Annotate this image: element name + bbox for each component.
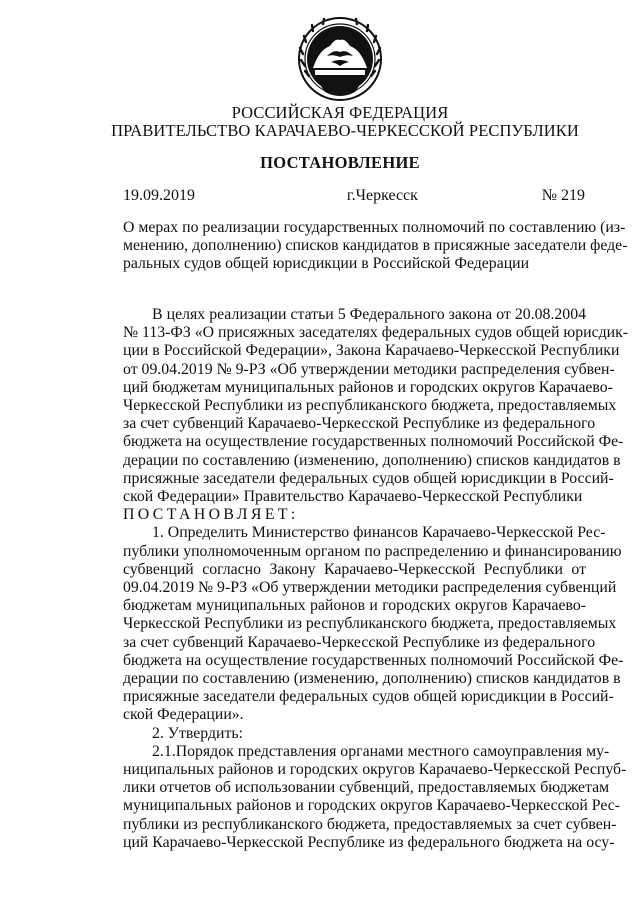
- body-line: дерации по составлению (изменению, дополнению) списков кандидатов в: [123, 670, 621, 688]
- body-line: ций бюджетам муниципальных районов и городских округов Карачаево-: [123, 378, 613, 396]
- body-line: публики из республиканского бюджета, предоставляемых за счет субвен-: [123, 815, 617, 833]
- body-line: бюджета на осуществление государственных полномочий Российской Фе-: [123, 433, 624, 451]
- body-line: дерации по составлению (изменению, дополнению) списков кандидатов в: [123, 451, 621, 469]
- subject-line: менению, дополнению) списков кандидатов в присяжные заседатели феде-: [123, 237, 628, 254]
- body-line: субвенций согласно Закону Карачаево-Черкесской Республики от: [123, 560, 586, 578]
- body-line: муниципальных районов и городских округов Карачаево-Черкесской Рес-: [123, 797, 621, 815]
- body-line: № 113-ФЗ «О присяжных заседателях федеральных судов общей юрисдик-: [123, 324, 629, 342]
- body-line: 1. Определить Министерство финансов Карачаево-Черкесской Рес-: [152, 524, 606, 542]
- body-line: ской Федерации».: [123, 706, 244, 724]
- resolves-heading: ПОСТАНОВЛЯЕТ:: [123, 506, 299, 524]
- body-line: ниципальных районов и городских округов Карачаево-Черкесской Респуб-: [123, 761, 627, 779]
- body-line: за счет субвенций Карачаево-Черкесской Республике из федерального: [123, 415, 596, 433]
- republic-coat-of-arms-icon: [297, 16, 383, 102]
- body-line: присяжные заседатели федеральных судов общей юрисдикции в Россий-: [123, 469, 614, 487]
- body-line: ской Федерации» Правительство Карачаево-Черкесской Республики: [123, 488, 583, 506]
- body-line: Черкесской Республики из республиканского бюджета, предоставляемых: [123, 615, 617, 633]
- body-line: 2. Утвердить:: [152, 724, 243, 742]
- subject-line: О мерах по реализации государственных полномочий по составлению (из-: [123, 219, 626, 236]
- body-line: публики уполномоченным органом по распределению и финансированию: [123, 542, 622, 560]
- body-line: бюджетам муниципальных районов и городских округов Карачаево-: [123, 597, 586, 615]
- body-line: 09.04.2019 № 9-РЗ «Об утверждении методики распределения субвенций: [123, 579, 617, 597]
- decree-city: г.Черкесск: [346, 187, 418, 204]
- body-line: Черкесской Республики из республиканского бюджета, предоставляемых: [123, 397, 617, 415]
- header-government: ПРАВИТЕЛЬСТВО КАРАЧАЕВО-ЧЕРКЕССКОЙ РЕСПУБЛИКИ: [111, 121, 579, 140]
- body-line: 2.1.Порядок представления органами местного самоуправления му-: [152, 742, 610, 760]
- body-line: ций Карачаево-Черкесской Республике из федерального бюджета на осу-: [123, 833, 615, 851]
- body-line: присяжные заседатели федеральных судов общей юрисдикции в Россий-: [123, 688, 614, 706]
- decree-body: [123, 306, 629, 852]
- subject-line: ральных судов общей юрисдикции в Российской Федерации: [123, 255, 530, 272]
- body-line: от 09.04.2019 № 9-РЗ «Об утверждении методики распределения субвен-: [123, 360, 615, 378]
- decree-subject: [123, 219, 628, 273]
- body-line: за счет субвенций Карачаево-Черкесской Республике из федерального: [123, 633, 596, 651]
- header-country: РОССИЙСКАЯ ФЕДЕРАЦИЯ: [231, 103, 449, 122]
- body-line: В целях реализации статьи 5 Федерального закона от 20.08.2004: [152, 306, 586, 323]
- decree-meta-row: [123, 187, 585, 205]
- body-line: лики отчетов об использовании субвенций, предоставляемых бюджетам: [123, 779, 610, 797]
- body-line: бюджета на осуществление государственных полномочий Российской Фе-: [123, 651, 624, 669]
- decree-number: № 219: [541, 187, 585, 204]
- decree-title: ПОСТАНОВЛЕНИЕ: [260, 153, 420, 172]
- body-line: ции в Российской Федерации», Закона Карачаево-Черкесской Республики: [123, 342, 620, 360]
- decree-date: 19.09.2019: [123, 187, 195, 204]
